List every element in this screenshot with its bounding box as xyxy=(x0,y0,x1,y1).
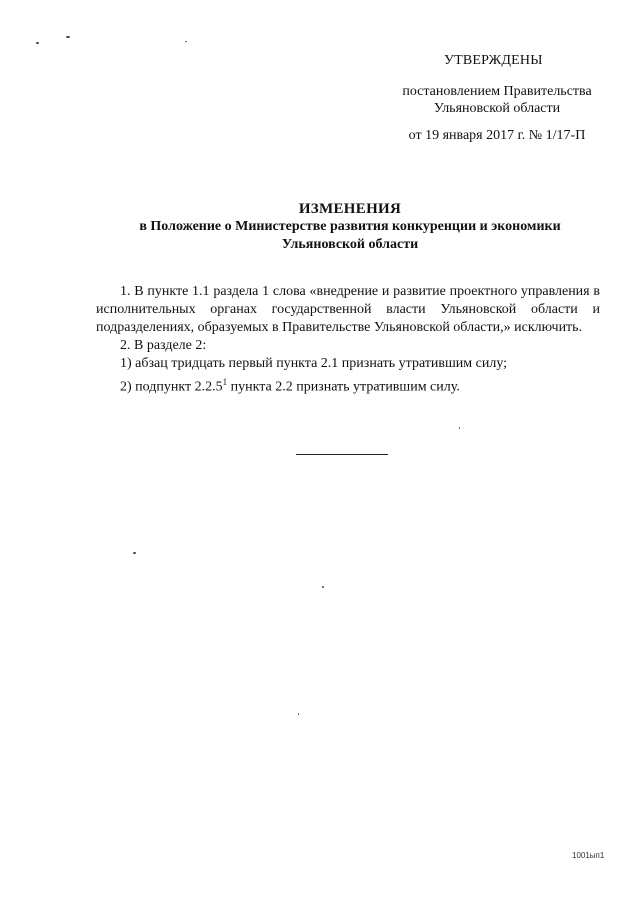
scan-speck xyxy=(298,713,299,715)
scan-speck xyxy=(322,586,324,588)
scan-speck xyxy=(36,42,39,44)
document-subtitle-line-1: в Положение о Министерстве развития конкуренции и экономики xyxy=(139,219,561,234)
scan-speck xyxy=(133,552,136,554)
approval-line-1: постановлением Правительства xyxy=(402,84,592,99)
item-2-2-end: пункта 2.2 признать утратившим силу. xyxy=(227,379,460,395)
document-title: ИЗМЕНЕНИЯ xyxy=(298,201,402,217)
page-code: 1001ып1 xyxy=(572,851,605,860)
end-divider xyxy=(296,454,388,455)
item-2: 2. В разделе 2: xyxy=(120,338,207,353)
scan-speck xyxy=(66,36,70,38)
document-heading xyxy=(80,200,620,254)
item-2-2-superscript: 1 xyxy=(222,377,228,387)
item-2-2 xyxy=(96,373,600,397)
item-2-1: 1) абзац тридцать первый пункта 2.1 признать утратившим силу; xyxy=(120,356,508,371)
approval-date: от 19 января 2017 г. № 1/17-П xyxy=(408,128,586,143)
approval-line-2: Ульяновской области xyxy=(433,101,561,116)
scan-speck xyxy=(185,41,187,42)
document-subtitle-line-2: Ульяновской области xyxy=(281,237,419,252)
item-1: 1. В пункте 1.1 раздела 1 слова «внедрение и развитие проектного управления в исполнительных органах государственной власти Ульяновской области и подразделениях, образуемых в Правительстве Ульяновской области,» исключить. xyxy=(96,284,600,335)
approval-block xyxy=(392,52,602,144)
approval-title: УТВЕРЖДЕНЫ xyxy=(444,53,543,68)
item-2-2-start: 2) подпункт 2.2.5 xyxy=(120,379,223,395)
document-body xyxy=(96,283,600,397)
scan-speck xyxy=(459,427,460,429)
